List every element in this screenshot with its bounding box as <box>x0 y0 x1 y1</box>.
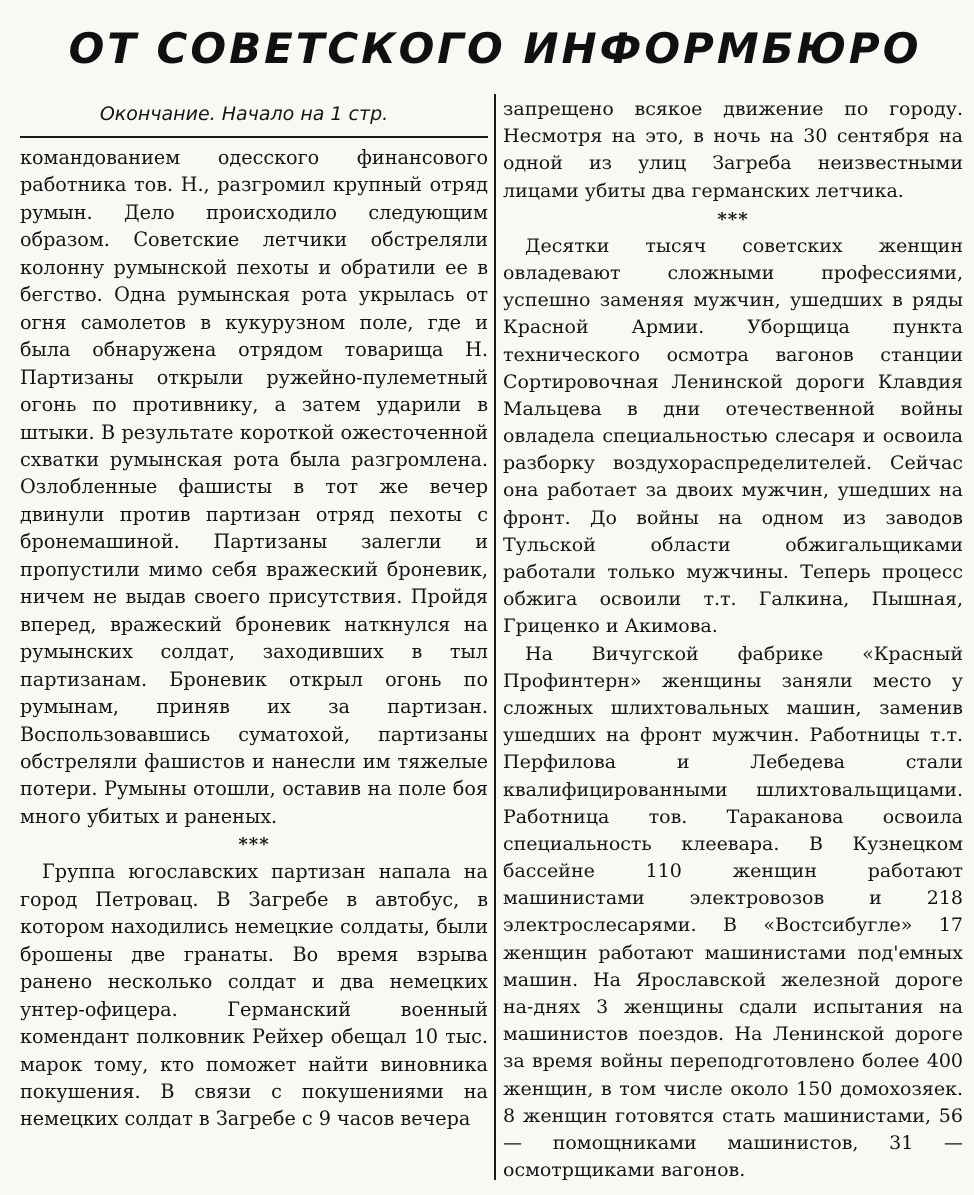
continuation-note: Окончание. Начало на 1 стр. <box>99 103 389 125</box>
right-column <box>503 96 963 1184</box>
continuation-rule <box>20 136 488 138</box>
right-paragraph-women-professions: Десятки тысяч советских женщин овладевают сложными профессиями, успешно заменяя мужчин, ушедших в ряды Красной Армии. Уборщица пункта технического осмотра вагонов станции Сортировочная Ленинской дороги Клавдия Мальцева в дни отечественной войны овладела специальностью слесаря и освоила разборку воздухораспределителей. Сейчас она работает за двоих мужчин, ушедших на фронт. До войны на одном из заводов Тульской области обжигальщиками работали только мужчины. Теперь процесс обжига освоили т.т. Галкина, Пышная, Гриценко и Акимова. <box>503 234 963 638</box>
column-divider <box>494 94 496 1180</box>
right-paragraph-vichuga-factory: На Вичугской фабрике «Красный Профинтерн» женщины заняли место у сложных шлихтовальных машин, заменив ушедших на фронт мужчин. Работницы т.т. Перфилова и Лебедева стали квалифицированными шлихтовальщицами. Работница тов. Тараканова освоила специальность клеевара. В Кузнецком бассейне 110 женщин работают машинистами электровозов и 218 электрослесарями. В «Востсибугле» 17 женщин работают машинистами под'емных машин. На Ярославской железной дороге на-днях 3 женщины сдали испытания на машинистов поездов. На Ленинской дороге за время войны переподготовлено более 400 женщин, в том числе около 150 домохозяек. 8 женщин готовятся стать машинистами, 56 — помощниками машинистов, 31 — осмотрщиками вагонов. <box>503 642 963 1182</box>
section-asterism: *** <box>238 834 270 856</box>
section-asterism: *** <box>717 208 749 230</box>
left-column <box>20 96 488 1133</box>
headline: ОТ СОВЕТСКОГО ИНФОРМБЮРО <box>68 24 922 73</box>
right-paragraph-zagreb-continued: запрещено всякое движение по городу. Несмотря на это, в ночь на 30 сентября на одной из улиц Загреба неизвестными лицами убиты два германских летчика. <box>503 98 963 202</box>
left-paragraph-yugoslav-partisans: Группа югославских партизан напала на город Петровац. В Загребе в автобус, в котором находились немецкие солдаты, были брошены две гранаты. Во время взрыва ранено несколько солдат и два немецких унтер-офицера. Германский военный комендант полковник Рейхер обещал 10 тыс. марок тому, кто поможет найти виновника покушения. В связи с покушениями на немецких солдат в Загребе с 9 часов вечера <box>20 860 488 1131</box>
left-paragraph-partisans-romanians: командованием одесского финансового работника тов. Н., разгромил крупный отряд румын. Дело происходило следующим образом. Советские летчики обстреляли колонну румынской пехоты и обратили ее в бегство. Одна румынская рота укрылась от огня самолетов в кукурузном поле, где и была обнаружена отрядом товарища Н. Партизаны открыли ружейно-пулеметный огонь по противнику, а затем ударили в штыки. В результате короткой ожесточенной схватки румынская рота была разгромлена. Озлобленные фашисты в тот же вечер двинули против партизан отряд пехоты с бронемашиной. Партизаны залегли и пропустили мимо себя вражеский броневик, ничем не выдав своего присутствия. Пройдя вперед, вражеский броневик наткнулся на румынских солдат, заходивших в тыл партизанам. Броневик открыл огонь по румынам, приняв их за партизан. Воспользовавшись суматохой, партизаны обстреляли фашистов и нанесли им тяжелые потери. Румыны отошли, оставив на поле боя много убитых и раненых. <box>20 146 488 828</box>
